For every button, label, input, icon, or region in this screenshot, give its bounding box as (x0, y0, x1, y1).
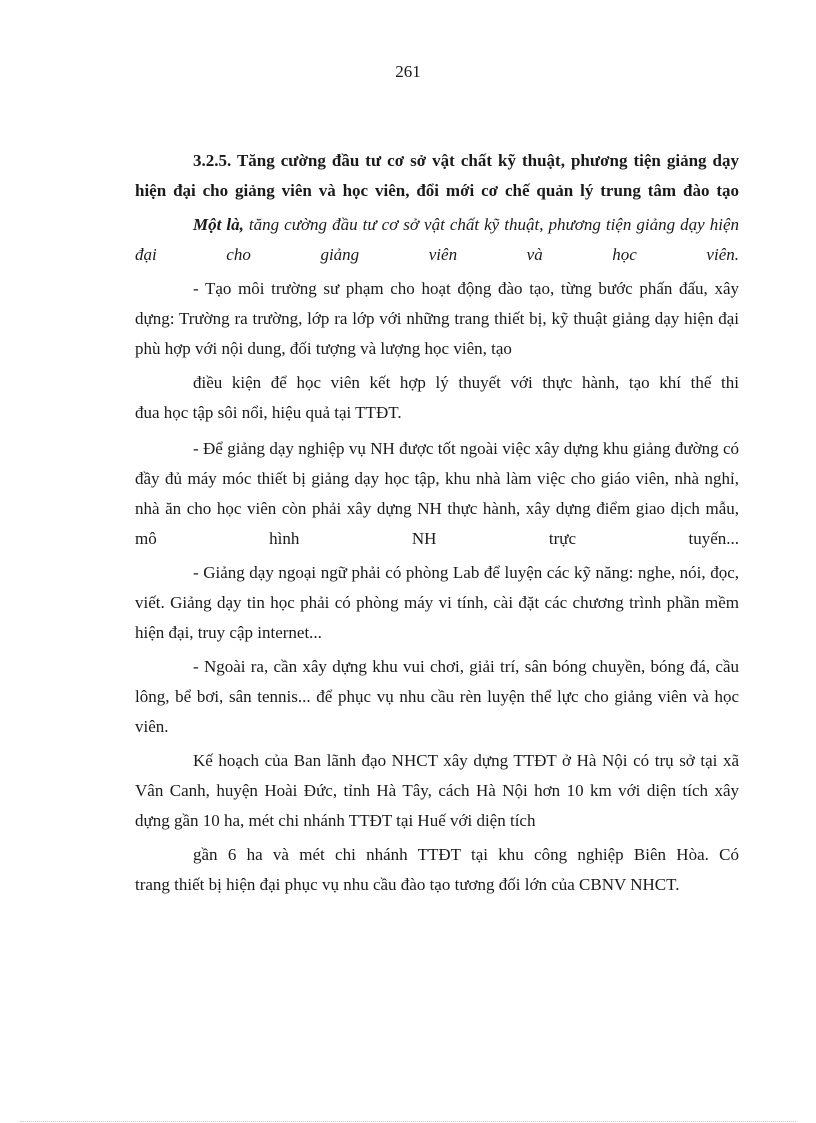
paragraph-6: Kế hoạch của Ban lãnh đạo NHCT xây dựng TTĐT ở Hà Nội có trụ sở tại xã Vân Canh, huyện Hoài Đức, tỉnh Hà Tây, cách Hà Nội hơn 10 km với diện tích xây dựng gần 10 ha, mét chi nhánh TTĐT tại Huế với diện tích (135, 751, 739, 830)
paragraph-6-continued-a: gần 6 ha và mét chi nhánh TTĐT tại khu công nghiệp Biên Hòa. Có (193, 845, 739, 864)
paragraph-4: - Giảng dạy ngoại ngữ phải có phòng Lab để luyện các kỹ năng: nghe, nói, đọc, viết. Giảng dạy tin học phải có phòng máy vi tính, cài đặt các chương trình phần mềm hiện đại, truy cập internet... (135, 563, 739, 642)
paragraph-3: - Để giảng dạy nghiệp vụ NH được tốt ngoài việc xây dựng khu giảng đường có đầy đủ máy móc thiết bị giảng dạy học tập, khu nhà làm việc cho giáo viên, nhà nghỉ, nhà ăn cho học viên còn phải xây dựng NH thực hành, xây dựng điểm giao dịch mẫu, mô hình NH trực tuyến... (135, 439, 739, 548)
paragraph-2-continued-a: điều kiện để học viên kết hợp lý thuyết với thực hành, tạo khí thế thi (193, 373, 739, 392)
page-number: 261 (395, 62, 421, 81)
paragraph-2-continued-b: đua học tập sôi nổi, hiệu quả tại TTĐT. (135, 403, 402, 422)
paragraph-5: - Ngoài ra, cần xây dựng khu vui chơi, giải trí, sân bóng chuyền, bóng đá, cầu lông, bể bơi, sân tennis... để phục vụ nhu cầu rèn luyện thể lực cho giảng viên và học viên. (135, 657, 739, 736)
paragraph-1 (135, 210, 739, 270)
document-body (135, 146, 739, 904)
paragraph-6-continued-b: trang thiết bị hiện đại phục vụ nhu cầu đào tạo tương đối lớn của CBNV NHCT. (135, 875, 680, 894)
paragraph-2: - Tạo môi trường sư phạm cho hoạt động đào tạo, từng bước phấn đấu, xây dựng: Trường ra trường, lớp ra lớp với những trang thiết bị, kỹ thuật giảng dạy hiện đại phù hợp với nội dung, đối tượng và lượng học viên, tạo (135, 279, 739, 358)
section-heading: 3.2.5. Tăng cường đầu tư cơ sở vật chất kỹ thuật, phương tiện giảng dạy hiện đại cho giảng viên và học viên, đổi mới cơ chế quản lý trung tâm đào tạo (135, 151, 739, 200)
paragraph-1-text: tăng cường đầu tư cơ sở vật chất kỹ thuật, phương tiện giảng dạy hiện đại cho giảng viên và học viên. (135, 215, 739, 264)
footer-divider (20, 1121, 796, 1122)
paragraph-1-lead: Một là, (193, 215, 244, 234)
